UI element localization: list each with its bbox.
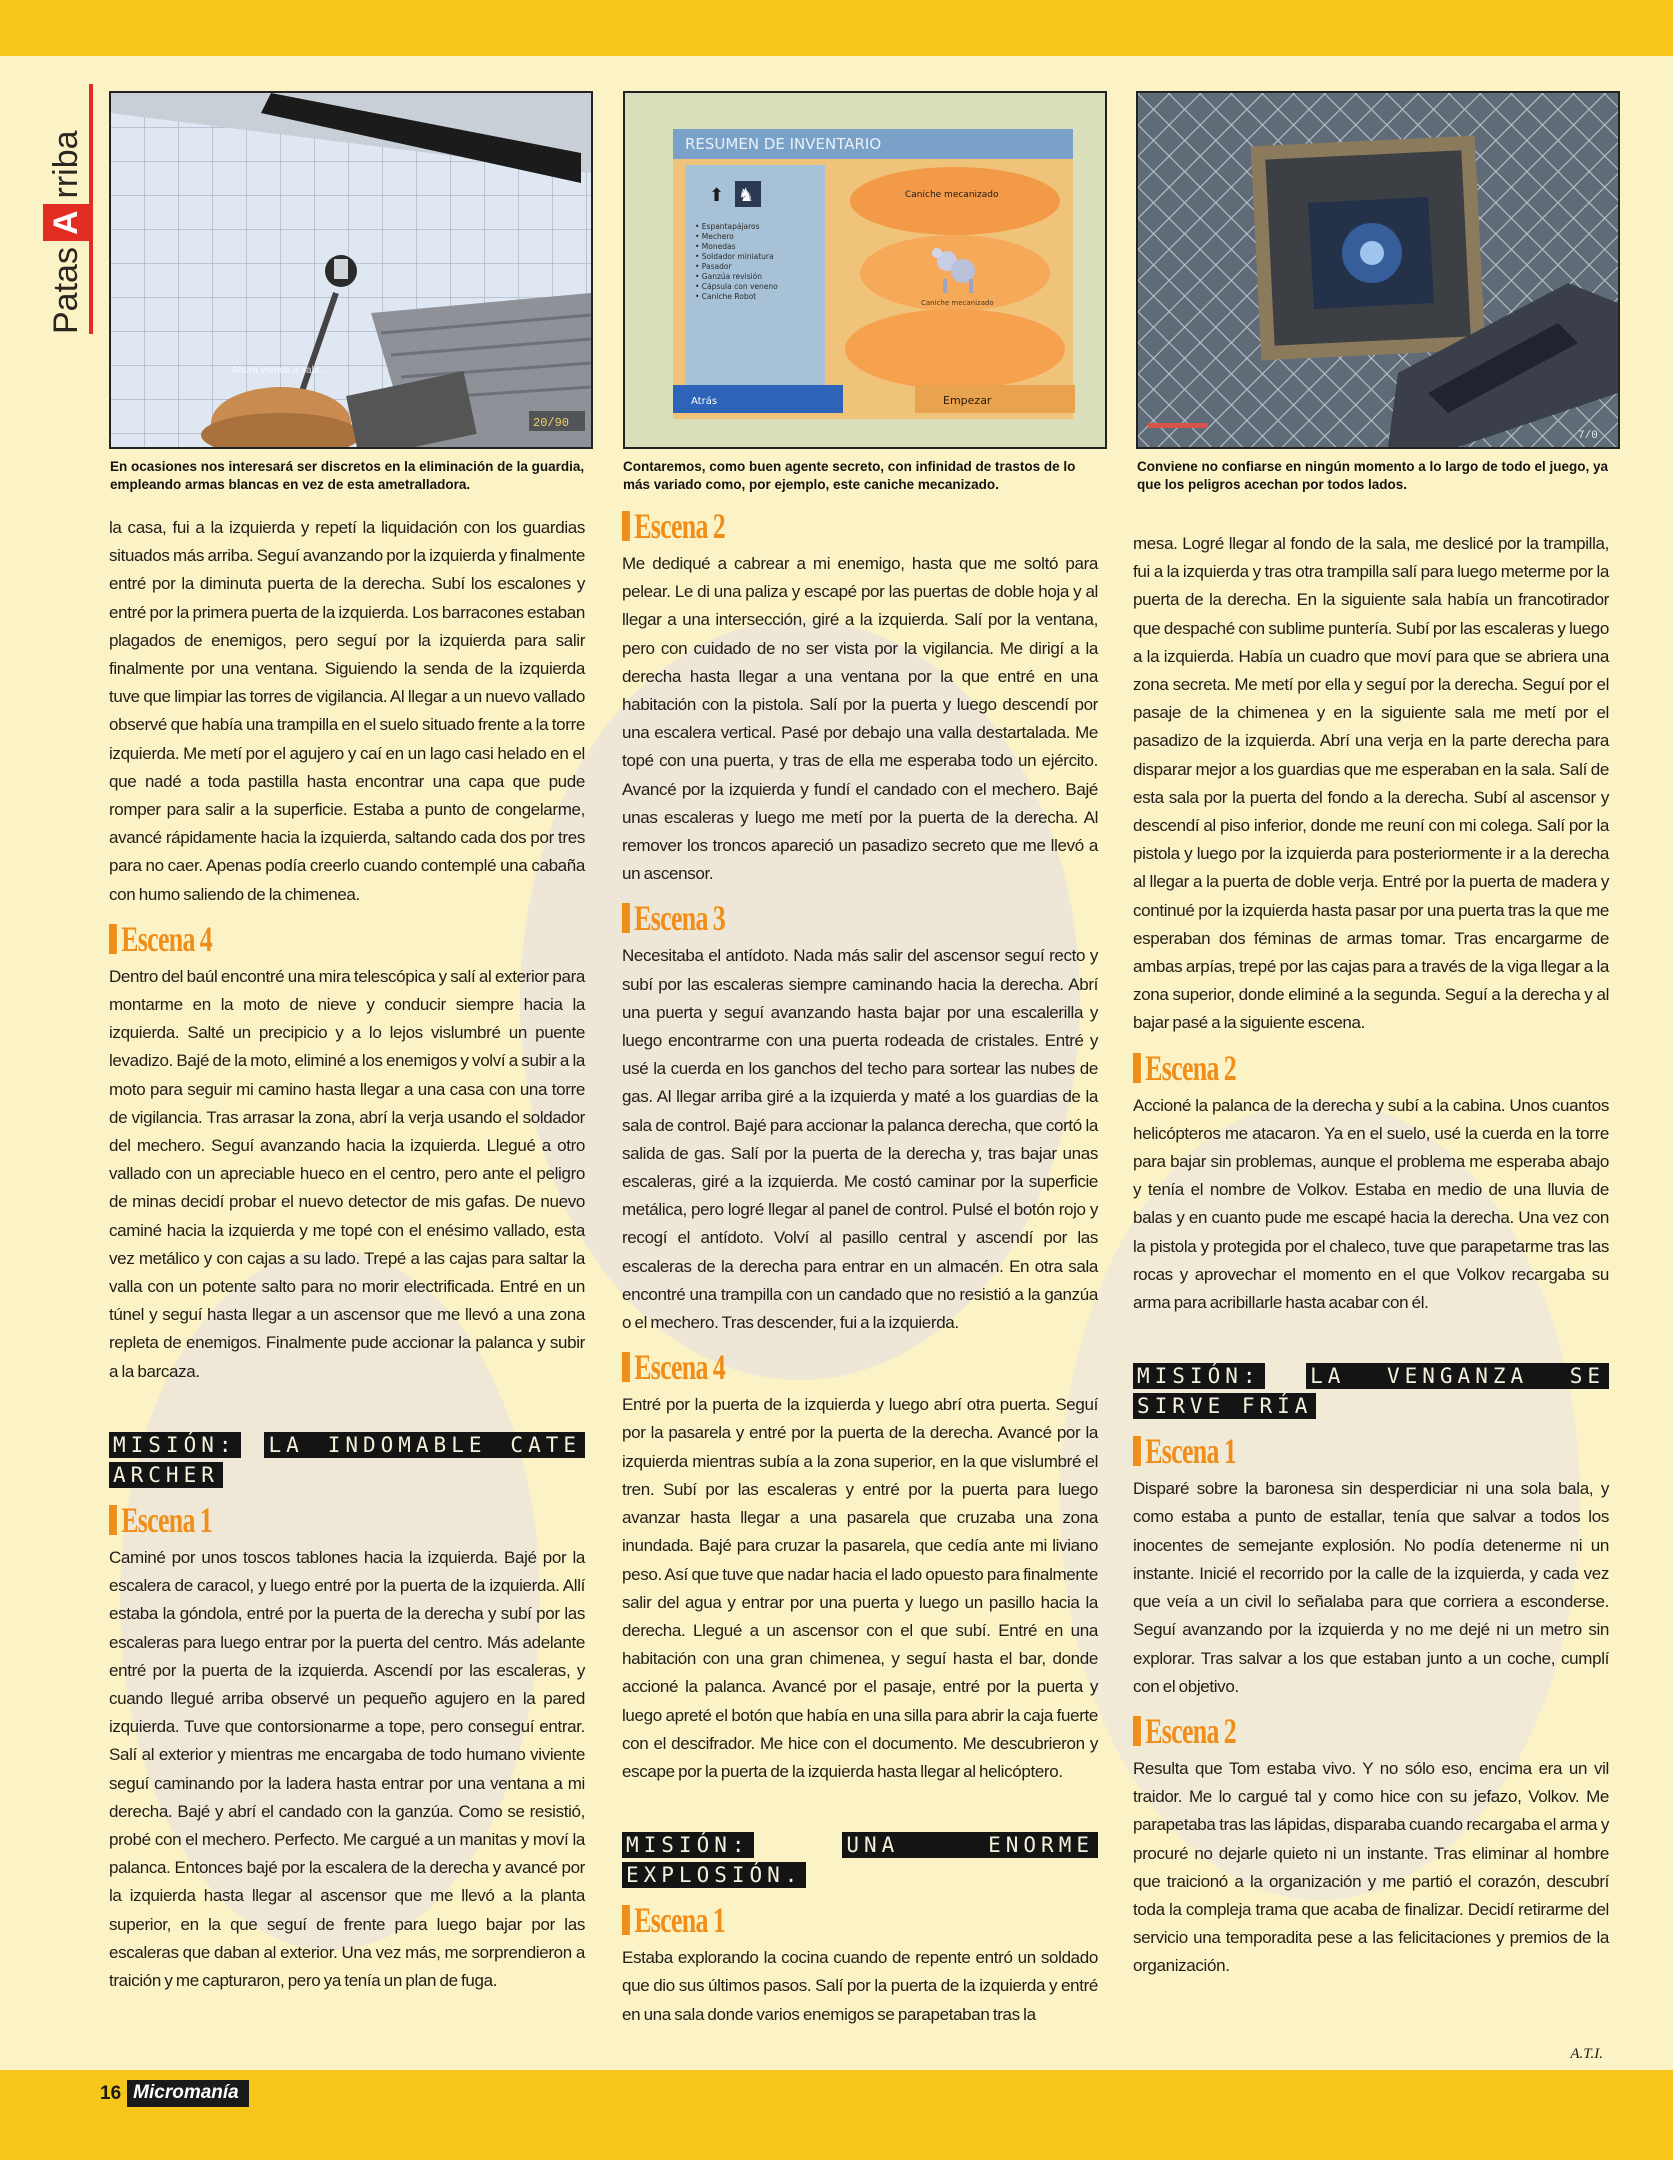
paragraph: Dentro del baúl encontré una mira telescópica y salí al exterior para montarme en la moto de nieve y conducir siempre hacia la izquierda. Salté un precipicio y a lo lejos vislumbré un puente levadizo. Bajé de la moto, eliminé a los enemigos y volví a subir a la moto para seguir mi camino hasta llegar a una casa con una torre de vigilancia. Tras arrasar la zona, abrí la verja usando el soldador del mechero. Seguí avanzando hacia la izquierda. Llegué a otro vallado con un apreciable hueco en el centro, pero ante el peligro de minas decidí probar el nuevo detector de mis gafas. De nuevo caminé hacia la izquierda y me topé con el enésimo vallado, esta vez metálico y con cajas a su lado. Trepé a las cajas para saltar la valla con un potente salto para no morir electrificada. Entré en un túnel y seguí hasta llegar a un ascensor que me llevó a una zona repleta de enemigos. Finalmente pude accionar la palanca y subir a la barcaza. <box>109 966 585 1381</box>
inventory-list-item[interactable]: • Monedas <box>695 242 736 251</box>
inventory-item-sub: Caniche mecanizado <box>921 299 994 307</box>
screenshot-3 <box>1136 91 1620 449</box>
section-letter-box: A <box>43 204 89 241</box>
paragraph: la casa, fui a la izquierda y repetí la liquidación con los guardias situados más arriba. Seguí avanzando por la izquierda y finalmente entré por la diminuta puerta de la derecha. Subí los escalones y entré por la primera puerta de la izquierda. Los barracones estaban plagados de enemigos, pero seguí por la izquierda para salir finalmente por una ventana. Siguiendo la senda de la izquierda tuve que limpiar las torres de vigilancia. Al llegar a un nuevo vallado observé que había una trampilla en el suelo situado frente a la torre izquierda. Me metí por el agujero y caí en un lago casi helado en el que nadé a toda pastilla hasta encontrar una capa que pude romper para salir a la superficie. Estaba a punto de congelarme, avancé rápidamente hacia la izquierda, saltando cada dos por tres para no caer. Apenas podía creerlo cuando contemplé una cabaña con humo saliendo de la chimenea. <box>109 518 585 904</box>
inventory-item-label: Caniche mecanizado <box>905 190 999 200</box>
paragraph: Estaba explorando la cocina cuando de repente entró un soldado que dio sus últimos pasos. Salí por la puerta de la izquierda y entré en una sala donde varios enemigos se parapetaban tras la <box>622 1948 1098 2024</box>
page-number: 16 <box>100 2082 122 2104</box>
section-tab-rule <box>89 84 93 334</box>
inventory-list-item[interactable]: • Caniche Robot <box>695 292 757 301</box>
mission-heading <box>1133 1361 1609 1421</box>
screenshot-3-caption: Conviene no confiarse en ningún momento a lo largo de todo el juego, ya que los peligros acechan por todos lados. <box>1137 459 1609 492</box>
paragraph: Necesitaba el antídoto. Nada más salir del ascensor seguí recto y subí por las escaleras siempre caminando hacia la derecha. Abrí una puerta y seguí avanzando hasta bajar por una escalerilla y luego encontrarme con una puerta rodeada de cristales. Entré y usé la cuerda en los ganchos del techo para sortear las nubes de gas. Al llegar arriba giré a la izquierda y maté a los guardias de la sala de control. Bajé para accionar la palanca derecha, que cortó la salida de gas. Salí por la puerta de la derecha y, tras bajar unas escaleras, giré a la izquierda. Me costó caminar por la superficie metálica, pero logré llegar al panel de control. Pulsé el botón rojo y recogí el antídoto. Volví al pasillo central y ascendí por las escaleras de la derecha para entrar en un almacén. En otra sala encontré una trampilla con un candado que no resistió a la ganzúa o el mechero. Tras descender, fui a la izquierda. <box>622 946 1098 1333</box>
section-word-2: rriba <box>46 130 85 199</box>
inventory-list-item[interactable]: • Ganzúa revisión <box>695 272 763 281</box>
screenshot-1-caption: En ocasiones nos interesará ser discretos en la eliminación de la guardia, empleando armas blancas en vez de esta ametralladora. <box>110 459 585 492</box>
mission-label: MISIÓN: <box>622 1832 754 1858</box>
paragraph: Entré por la puerta de la izquierda y luego abrí otra puerta. Seguí por la pasarela y entré por la puerta de la derecha. Avancé por la izquierda mientras subía a la zona superior, en la que vislumbré el tren. Subí por las escaleras y entré por la puerta para luego avanzar hasta llegar a una pasarela que cruzaba una zona inundada. Bajé para cruzar la pasarela, que cedía ante mi liviano peso. Así que tuve que nadar hacia el lado opuesto para finalmente salir del agua y entrar por una puerta y luego un pasillo hacia la derecha. Llegué a un ascensor con el que subí. Entré en una habitación con una gran chimenea, y seguí hasta el bar, donde accioné la palanca. Avancé por el pasaje, entré por la puerta y luego apreté el botón que había en una silla para abrir la caja fuerte con el descifrador. Me hice con el documento. Me descubrieron y escape por la puerta de la izquierda hasta llegar al helicóptero. <box>622 1395 1098 1781</box>
mission-title: UNA ENORME EXPLOSIÓN. <box>622 1832 1098 1888</box>
article-column-1 <box>109 514 585 1995</box>
mission-label: MISIÓN: <box>109 1432 241 1458</box>
paragraph: Caminé por unos toscos tablones hacia la izquierda. Bajé por la escalera de caracol, y luego entré por la puerta de la izquierda. Allí estaba la góndola, entré por la puerta de la derecha y subí por las escaleras para luego entrar por la puerta del centro. Más adelante entré por la puerta de la izquierda. Ascendí por las escaleras, y cuando llegué arriba observé un pequeño agujero en la pared izquierda. Tuve que contorsionarme a tope, pero conseguí entrar. Salí al exterior y mientras me encargaba de todo humano viviente seguí caminando por la ladera hasta entrar por una ventana a mi derecha. Bajé y abrí el candado con la ganzúa. Como se resistió, probé con el mechero. Perfecto. Me cargué a un manitas y moví la palanca. Entonces bajé por la escalera de la derecha y avancé por la izquierda hasta llegar al ascensor que me llevó a la planta superior, en la que seguí de frente para luego bajar por las escaleras que daban al exterior. Una vez más, me sorprendieron a traición y me capturaron, pero ya tenía un plan de fuga. <box>109 1547 585 1990</box>
game-scene-rooftop <box>111 93 591 447</box>
section-heading: Escena 2 <box>622 506 965 546</box>
mission-heading <box>109 1430 585 1490</box>
paragraph: Me dediqué a cabrear a mi enemigo, hasta que me soltó para pelear. Le di una paliza y escapé por las puertas de doble hoja y al llegar a una intersección, giré a la izquierda. Salí por la ventana, pero con cuidado de no ser vista por la vigilancia. Me dirigí a la derecha hasta llegar a una ventana por la que entré en una habitación con la pistola. Salí por la puerta y luego descendí por una escalera vertical. Pasé por debajo una valla destartalada. Me topé con una puerta, y tras de ella me esperaba todo un ejército. Avancé por la izquierda y fundí el candado con el mechero. Bajé unas escaleras y luego me metí por la puerta de la derecha. Al remover los troncos apareció un pasadizo secreto que me llevó a un ascensor. <box>622 554 1098 884</box>
game-scene-shaft <box>1138 93 1618 447</box>
author-signature: A.T.I. <box>1570 2046 1603 2062</box>
section-heading: Escena 1 <box>1133 1431 1476 1471</box>
section-word-1: Patas <box>46 247 85 334</box>
paragraph: Disparé sobre la baronesa sin desperdiciar ni una sola bala, y como estaba a punto de estallar, tenía que salvar a todos los inocentes de semejante explosión. No podía detenerme ni un instante. Inicié el recorrido por la calle de la izquierda, y cada vez que veía a un civil lo señalaba para que corriera a esconderse. Seguí avanzando por la izquierda y no me dejé ni un metro sin explorar. Tras salvar a los que estaban junto a un coche, cumplí con el objetivo. <box>1133 1479 1609 1696</box>
mission-title: LA INDOMABLE CATE ARCHER <box>109 1432 585 1488</box>
ammo-counter: 7/0 <box>1578 430 1598 442</box>
inventory-list-item[interactable]: • Pasador <box>695 262 732 271</box>
mission-title: LA VENGANZA SE SIRVE FRÍA <box>1133 1363 1609 1419</box>
screenshot-2-caption: Contaremos, como buen agente secreto, con infinidad de trastos de lo más variado como, por ejemplo, este caniche mecanizado. <box>623 459 1076 492</box>
svg-text:⬆: ⬆ <box>709 185 725 206</box>
inventory-title: RESUMEN DE INVENTARIO <box>685 135 882 153</box>
mission-heading <box>622 1830 1098 1890</box>
bottom-color-band <box>0 2070 1673 2160</box>
inventory-screen <box>625 93 1105 447</box>
svg-text:♞: ♞ <box>738 185 755 206</box>
section-heading: Escena 4 <box>109 919 452 959</box>
magazine-name: Micromanía <box>127 2080 249 2107</box>
section-heading: Escena 1 <box>109 1500 452 1540</box>
section-tab <box>38 84 94 334</box>
section-heading: Escena 4 <box>622 1347 965 1387</box>
inventory-list-item[interactable]: • Cápsula con veneno <box>695 282 778 291</box>
section-heading: Escena 2 <box>1133 1711 1476 1751</box>
inventory-list-item[interactable]: • Mechero <box>695 232 734 241</box>
svg-text:Ahora vamos a salir...: Ahora vamos a salir... <box>231 365 328 376</box>
mission-label: MISIÓN: <box>1133 1363 1265 1389</box>
inventory-list-item[interactable]: • Soldador miniatura <box>695 252 774 261</box>
article-column-3 <box>1133 530 1609 1981</box>
back-button[interactable]: Atrás <box>691 396 718 407</box>
paragraph: mesa. Logré llegar al fondo de la sala, me deslicé por la trampilla, fui a la izquierda y tras otra trampilla salí para luego meterme por la puerta de la derecha. En la siguiente sala había un francotirador que despaché con sublime puntería. Subí por las escaleras y luego a la izquierda. Había un cuadro que moví para que se abriera una zona secreta. Me metí por ella y seguí por la derecha. Seguí por el pasaje de la chimenea y en la siguiente sala me metí por el pasadizo de la izquierda. Abrí una verja en la parte derecha para disparar mejor a los guardias que me esperaban en la sala. Salí de esta sala por la puerta del fondo a la derecha. Subí al ascensor y descendí al piso inferior, donde me reuní con mi colega. Salí por la pistola y luego por la izquierda para posteriormente ir a la derecha al llegar a la puerta de doble verja. Entré por la puerta de madera y continué por la izquierda hasta pasar por una puerta tras la que me esperaban dos féminas de armas tomar. Tras encargarme de ambas arpías, trepé por las cajas para a través de la viga llegar a la zona superior, donde eliminé a la segunda. Seguí a la derecha y al bajar pasé a la siguiente escena. <box>1133 534 1609 1033</box>
inventory-list-item[interactable]: • Espantapájaros <box>695 222 760 231</box>
section-heading: Escena 3 <box>622 898 965 938</box>
start-button[interactable]: Empezar <box>943 394 992 407</box>
top-color-band <box>0 0 1673 56</box>
ammo-counter: 20/90 <box>533 416 570 430</box>
paragraph: Accioné la palanca de la derecha y subí a la cabina. Unos cuantos helicópteros me atacaron. Ya en el suelo, usé la cuerda en la torre para bajar sin problemas, aunque el problema me esperaba abajo y tenía el nombre de Volkov. Estaba en medio de una lluvia de balas y en cuanto pude me escapé hacia la derecha. Una vez con la pistola y protegida por el chaleco, tuve que parapetarme tras las rocas y aprovechar el momento en el que Volkov recargaba su arma para acribillarle hasta acabar con él. <box>1133 1095 1609 1313</box>
page-footer <box>100 2080 249 2107</box>
screenshot-1 <box>109 91 593 449</box>
section-heading: Escena 2 <box>1133 1048 1476 1088</box>
section-heading: Escena 1 <box>622 1900 965 1940</box>
screenshot-2 <box>623 91 1107 449</box>
article-column-2 <box>622 506 1098 2029</box>
paragraph: Resulta que Tom estaba vivo. Y no sólo eso, encima era un vil traidor. Me lo cargué tal y como hice con su jefazo, Volkov. Me parapetaba tras las lápidas, disparaba cuando recargaba el arma y procuré no dejarle quieto ni un instante. Tras eliminar al hombre que traicionó a la organización y me partió el corazón, descubrí toda la compleja trama que acaba de finalizar. Decidí retirarme del servicio una temporadita pese a las felicitaciones y premios de la organización. <box>1133 1758 1609 1976</box>
